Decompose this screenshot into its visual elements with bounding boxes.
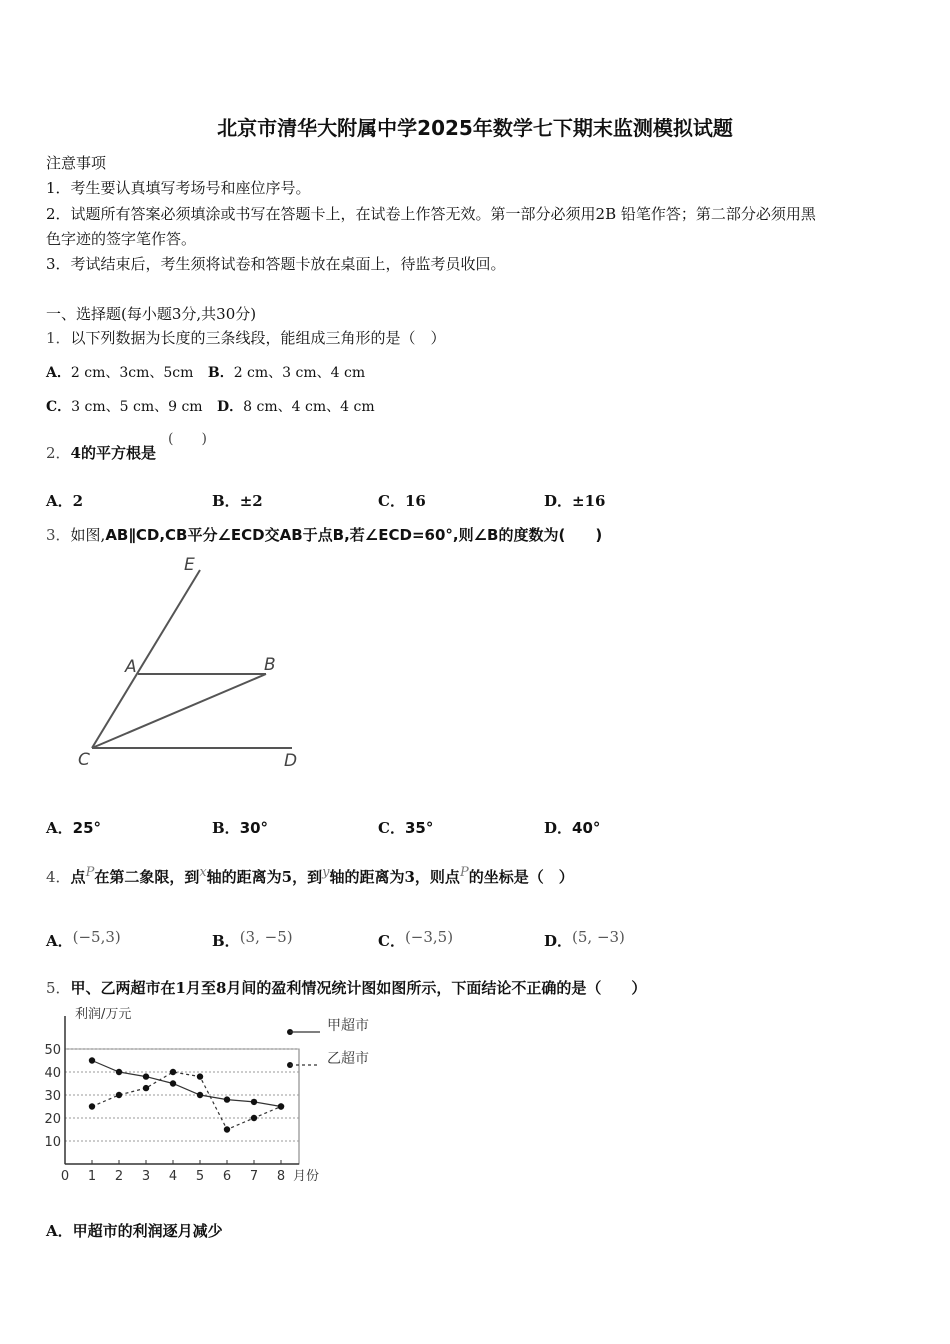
label-d: D	[284, 751, 298, 771]
label-e: E	[184, 555, 195, 575]
q1-text: 以下列数据为长度的三条线段，能组成三角形的是（ ）	[70, 329, 446, 347]
q4-axis-y: y	[322, 865, 330, 880]
notice-item-2-cont: 色字迹的签字笔作答。	[46, 230, 197, 248]
legend-label-1: 甲超市	[327, 1018, 369, 1034]
q2-option-c: C．16	[378, 492, 426, 510]
y-tick-label: 20	[44, 1112, 61, 1127]
q3-option-a: A．25°	[46, 819, 102, 837]
q2-paren: ( )	[168, 431, 207, 447]
series-1-point	[224, 1096, 230, 1102]
notice-item-2: 2．试题所有答案必须填涂或书写在答题卡上，在试卷上作答无效。第一部分必须用2B 铅笔作答；第二部分必须用黑	[46, 205, 816, 223]
notice-item-3: 3．考试结束后，考生须将试卷和答题卡放在桌面上，待监考员收回。	[46, 255, 506, 273]
line-cb	[92, 674, 266, 748]
q1-option-d-label: D．	[217, 399, 244, 415]
origin-label: 0	[60, 1169, 70, 1184]
q4-point-p: P	[85, 865, 95, 880]
q5-profit-chart	[40, 1002, 400, 1192]
q3-option-b: B．30°	[212, 819, 269, 837]
question-5	[46, 977, 646, 998]
series-2-point	[143, 1085, 149, 1091]
q4-point-p-2: P	[459, 865, 469, 880]
q3-number: 3．	[46, 526, 71, 544]
q4-option-b: B．(3, −5)	[212, 928, 293, 950]
y-tick-label: 40	[44, 1066, 61, 1081]
y-axis-title: 利润/万元	[75, 1007, 132, 1022]
label-a: A	[125, 657, 137, 677]
q3-text: AB∥CD,CB平分∠ECD交AB于点B,若∠ECD=60°,则∠B的度数为( )	[105, 526, 603, 544]
q1-number: 1．	[46, 329, 71, 347]
series-2-point	[89, 1103, 95, 1109]
q1-option-c: 3 cm、5 cm、9 cm	[71, 399, 203, 415]
q1-option-c-label: C．	[46, 399, 72, 415]
q5-option-a: A．甲超市的利润逐月减少	[46, 1222, 223, 1240]
q2-option-b: B．±2	[212, 492, 263, 510]
x-tick-label: 8	[276, 1169, 286, 1184]
page-title: 北京市清华大附属中学2025年数学七下期末监测模拟试题	[217, 116, 733, 140]
x-tick-label: 6	[222, 1169, 232, 1184]
q4-option-d: D．(5, −3)	[544, 928, 625, 950]
q3-geometry-figure	[70, 550, 320, 780]
q5-text: 甲、乙两超市在1月至8月间的盈利情况统计图如图所示，下面结论不正确的是（ ）	[70, 979, 647, 997]
q1-option-b-label: B．	[207, 365, 234, 381]
series-2-point	[224, 1126, 230, 1132]
q1-option-d: 8 cm、4 cm、4 cm	[243, 399, 375, 415]
series-1-point	[143, 1073, 149, 1079]
q1-option-a-label: A．	[46, 365, 71, 381]
x-tick-label: 3	[141, 1169, 151, 1184]
notice-heading: 注意事项	[46, 154, 107, 172]
x-tick-label: 2	[114, 1169, 124, 1184]
q5-number: 5．	[46, 979, 71, 997]
series-2-point	[251, 1115, 257, 1121]
q3-option-c: C．35°	[378, 819, 434, 837]
q1-options-ab	[46, 362, 365, 382]
series-1-point	[170, 1080, 176, 1086]
q4-option-a: A．(−5,3)	[46, 928, 121, 950]
series-1-point	[197, 1092, 203, 1098]
q2-option-d: D．±16	[544, 492, 606, 510]
q4-option-c: C．(−3,5)	[378, 928, 454, 950]
q1-options-cd	[46, 396, 375, 416]
x-tick-label: 4	[168, 1169, 178, 1184]
series-2-point	[197, 1073, 203, 1079]
y-tick-label: 30	[44, 1089, 61, 1104]
label-b: B	[264, 655, 276, 675]
q3-prefix: 如图,	[70, 526, 106, 544]
q2-text: 4的平方根是	[70, 444, 156, 462]
legend-label-2: 乙超市	[327, 1051, 369, 1067]
q1-option-a: 2 cm、3cm、5cm	[70, 365, 194, 381]
q2-number: 2．	[46, 444, 71, 462]
label-c: C	[78, 750, 90, 770]
q1-option-b: 2 cm、3 cm、4 cm	[233, 365, 366, 381]
q4-axis-x: x	[199, 865, 207, 880]
series-2-point	[170, 1069, 176, 1075]
q3-option-d: D．40°	[544, 819, 601, 837]
series-1-point	[89, 1057, 95, 1063]
line-ce	[92, 570, 200, 748]
x-axis-title: 月份	[293, 1169, 320, 1184]
question-3	[46, 524, 602, 545]
question-4: 4．点$^P$在第二象限，到$^x$轴的距离为5，到$^y$轴的距离为3，则点$^P$的坐标是（ ）	[46, 865, 574, 886]
q4-number: 4．	[46, 868, 71, 886]
section-heading: 一、选择题(每小题3分,共30分)	[46, 305, 257, 323]
question-1	[46, 327, 446, 348]
notice-item-1: 1．考生要认真填写考场号和座位序号。	[46, 179, 311, 197]
x-tick-label: 1	[87, 1169, 97, 1184]
x-tick-label: 7	[249, 1169, 259, 1184]
q2-option-a: A．2	[46, 492, 84, 510]
y-tick-label: 10	[44, 1135, 61, 1150]
series-2-point	[116, 1092, 122, 1098]
series-2-point	[278, 1103, 284, 1109]
series-1-point	[116, 1069, 122, 1075]
series-1-point	[251, 1099, 257, 1105]
question-2	[46, 442, 156, 463]
plot-frame	[65, 1049, 299, 1164]
y-tick-label: 50	[44, 1043, 61, 1058]
x-tick-label: 5	[195, 1169, 205, 1184]
